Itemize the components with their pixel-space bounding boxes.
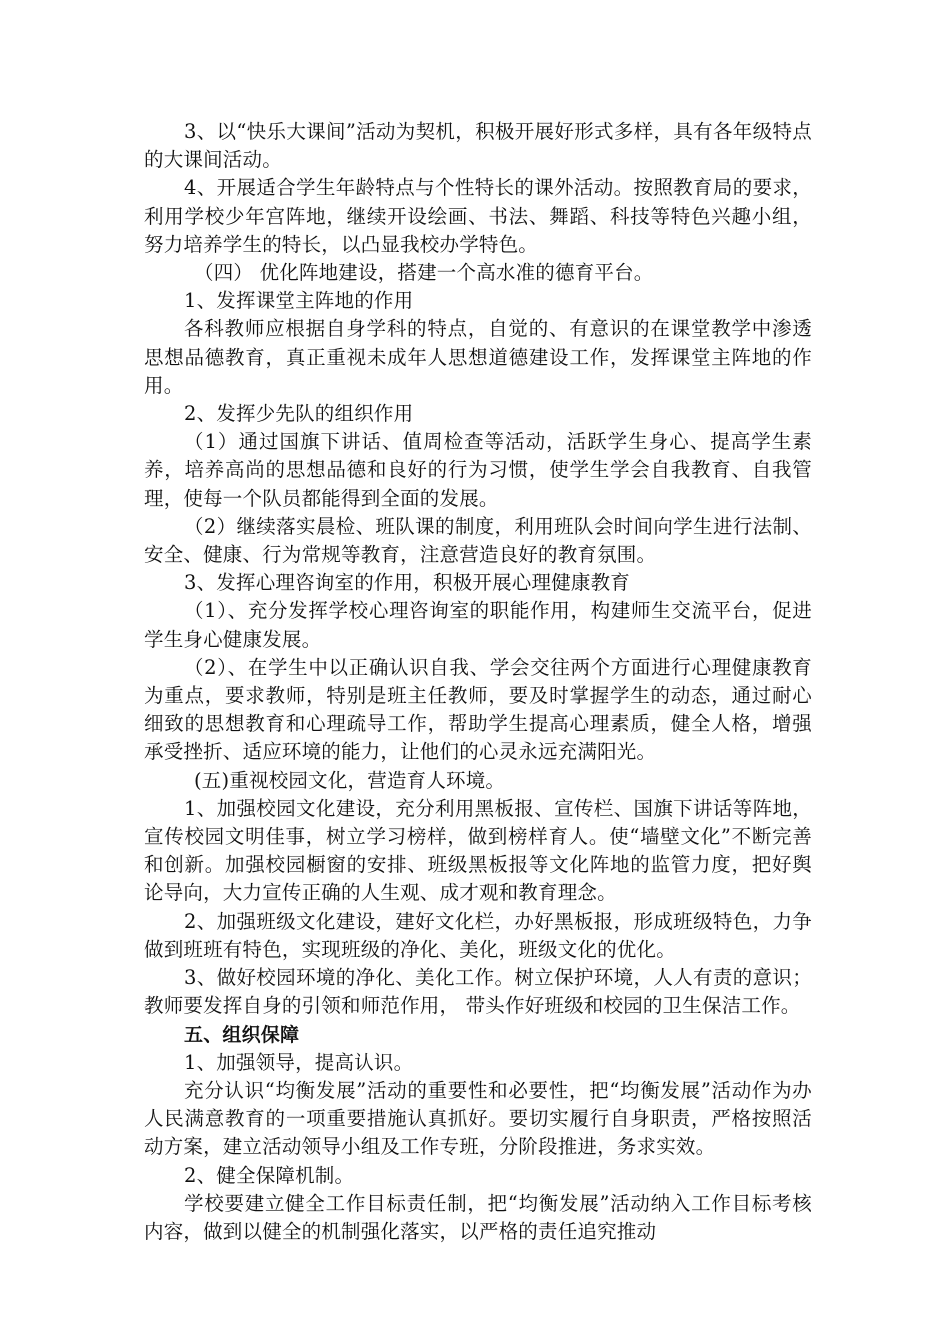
subheading-mechanism: 2、健全保障机制。	[184, 1163, 355, 1187]
chapter-heading-organization: 五、组织保障	[184, 1023, 300, 1046]
subheading-leadership: 1、加强领导，提高认识。	[184, 1050, 414, 1074]
subheading-pioneers: 2、发挥少先队的组织作用	[184, 402, 414, 426]
subheading-classroom: 1、发挥课堂主阵地的作用	[184, 289, 414, 313]
paragraph-counseling-1: （1）、充分发挥学校心理咨询室的职能作用，构建师生交流平台，促进学生身心健康发展。	[144, 599, 812, 651]
section-heading-5: (五)重视校园文化，营造育人环境。	[194, 768, 506, 792]
section-heading-4: （四） 优化阵地建设，搭建一个高水准的德育平台。	[194, 261, 654, 285]
paragraph-1: 3、以“快乐大课间”活动为契机，积极开展好形式多样，具有各年级特点的大课间活动。	[144, 120, 812, 172]
paragraph-pioneers-2: （2）继续落实晨检、班队课的制度，利用班队会时间向学生进行法制、安全、健康、行为常规等教育，注意营造良好的教育氛围。	[144, 514, 812, 567]
paragraph-mechanism: 学校要建立健全工作目标责任制，把“均衡发展”活动纳入工作目标考核内容，做到以健全的机制强化落实，以严格的责任追究推动	[144, 1191, 812, 1243]
paragraph-culture-3: 3、做好校园环境的净化、美化工作。树立保护环境，人人有责的意识；教师要发挥自身的引领和师范作用， 带头作好班级和校园的卫生保洁工作。	[144, 966, 812, 1018]
paragraph-culture-2: 2、加强班级文化建设，建好文化栏，办好黑板报，形成班级特色，力争做到班班有特色，实现班级的净化、美化，班级文化的优化。	[144, 909, 812, 961]
paragraph-2: 4、开展适合学生年龄特点与个性特长的课外活动。按照教育局的要求，利用学校少年宫阵地，继续开设绘画、书法、舞蹈、科技等特色兴趣小组，努力培养学生的特长，以凸显我校办学特色。	[144, 176, 812, 256]
subheading-counseling: 3、发挥心理咨询室的作用，积极开展心理健康教育	[184, 571, 631, 595]
paragraph-leadership: 充分认识“均衡发展”活动的重要性和必要性，把“均衡发展”活动作为办人民满意教育的一项重要措施认真抓好。要切实履行自身职责，严格按照活动方案，建立活动领导小组及工作专班，分阶段推进，务求实效。	[144, 1078, 812, 1159]
paragraph-counseling-2: （2）、在学生中以正确认识自我、学会交往两个方面进行心理健康教育为重点，要求教师，特别是班主任教师，要及时掌握学生的动态，通过耐心细致的思想教育和心理疏导工作，帮助学生提高心理素质，健全人格，增强承受挫折、适应环境的能力，让他们的心灵永远充满阳光。	[144, 655, 812, 764]
paragraph-pioneers-1: （1）通过国旗下讲话、值周检查等活动，活跃学生身心、提高学生素养，培养高尚的思想品德和良好的行为习惯，使学生学会自我教育、自我管理，使每一个队员都能得到全面的发展。	[144, 430, 812, 510]
paragraph-culture-1: 1、加强校园文化建设，充分利用黑板报、宣传栏、国旗下讲话等阵地，宣传校园文明佳事，树立学习榜样，做到榜样育人。使“墙壁文化”不断完善和创新。加强校园橱窗的安排、班级黑板报等文化阵地的监管力度，把好舆论导向，大力宣传正确的人生观、成才观和教育理念。	[144, 796, 812, 905]
paragraph-classroom: 各科教师应根据自身学科的特点，自觉的、有意识的在课堂教学中渗透思想品德教育，真正重视未成年人思想道德建设工作，发挥课堂主阵地的作用。	[144, 317, 812, 397]
